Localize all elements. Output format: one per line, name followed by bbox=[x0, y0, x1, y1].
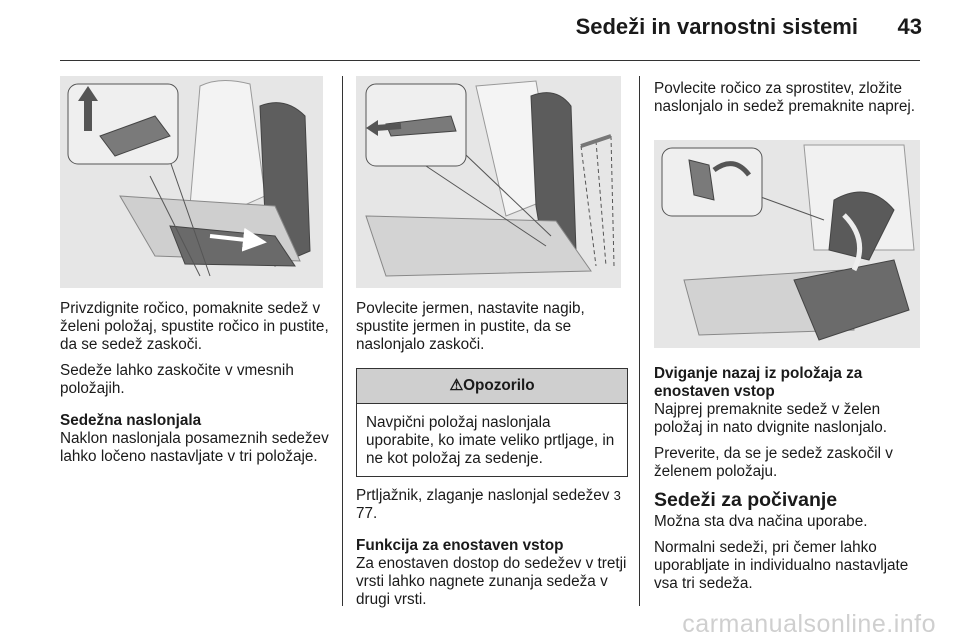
cross-reference bbox=[356, 487, 628, 523]
header-rule bbox=[60, 60, 920, 61]
cross-reference-page: 77. bbox=[356, 505, 378, 522]
text-move-seat-first: Najprej premaknite sedež v želen položaj in nato dvignite naslonjalo. bbox=[654, 401, 888, 436]
warning-title: Opozorilo bbox=[463, 377, 535, 394]
warning-icon: ⚠ bbox=[449, 377, 464, 394]
backrest-angle-illustration bbox=[356, 76, 621, 288]
warning-header bbox=[357, 369, 627, 404]
instruction-backrest-strap: Povlecite jermen, nastavite nagib, spustite jermen in pustite, da se naslonjalo zaskoči. bbox=[356, 300, 585, 353]
warning-text: Navpični položaj naslonjala uporabite, ko imate veliko prtljage, in ne kot položaj za sedenje. bbox=[366, 414, 615, 467]
cross-reference-text: Prtljažnik, zlaganje naslonjal sedežev bbox=[356, 487, 610, 504]
text-two-modes: Možna sta dva načina uporabe. bbox=[654, 513, 868, 530]
column-2 bbox=[356, 300, 628, 617]
heading-seat-backrests: Sedežna naslonjala bbox=[60, 412, 202, 429]
column-divider-2 bbox=[639, 76, 640, 606]
column-3-intro bbox=[654, 80, 922, 124]
heading-return-from-easy-entry: Dviganje nazaj iz položaja za enostaven vstop bbox=[654, 365, 863, 400]
note-intermediate-positions: Sedeže lahko zaskočite v vmesnih položajih. bbox=[60, 362, 294, 397]
watermark: carmanualsonline.info bbox=[682, 610, 936, 638]
instruction-seat-slide: Privzdignite ročico, pomaknite sedež v želeni položaj, spustite ročico in pustite, da se sedež zaskoči. bbox=[60, 300, 329, 353]
text-easy-entry: Za enostaven dostop do sedežev v tretji vrsti lahko nagnete zunanja sedeža v drugi vrsti. bbox=[356, 555, 627, 608]
page-reference-icon: 3 bbox=[613, 488, 621, 503]
warning-box bbox=[356, 368, 628, 477]
page-header-title: Sedeži in varnostni sistemi bbox=[575, 14, 858, 39]
heading-easy-entry: Funkcija za enostaven vstop bbox=[356, 537, 564, 554]
page-number: 43 bbox=[897, 14, 922, 39]
instruction-release-lever: Povlecite ročico za sprostitev, zložite naslonjalo in sedež premaknite naprej. bbox=[654, 80, 916, 115]
easy-entry-illustration bbox=[654, 140, 920, 348]
seat-slide-illustration bbox=[60, 76, 323, 288]
column-1 bbox=[60, 300, 330, 474]
text-backrest-tilt: Naklon naslonjala posameznih sedežev lahko ločeno nastavljate v tri položaje. bbox=[60, 430, 329, 465]
heading-relaxing-seats: Sedeži za počivanje bbox=[654, 489, 838, 511]
text-normal-seats: Normalni sedeži, pri čemer lahko uporabljate in individualno nastavljate vsa tri sedeža. bbox=[654, 539, 909, 592]
column-3 bbox=[654, 365, 922, 601]
text-check-engagement: Preverite, da se je sedež zaskočil v želenem položaju. bbox=[654, 445, 893, 480]
column-divider-1 bbox=[342, 76, 343, 606]
